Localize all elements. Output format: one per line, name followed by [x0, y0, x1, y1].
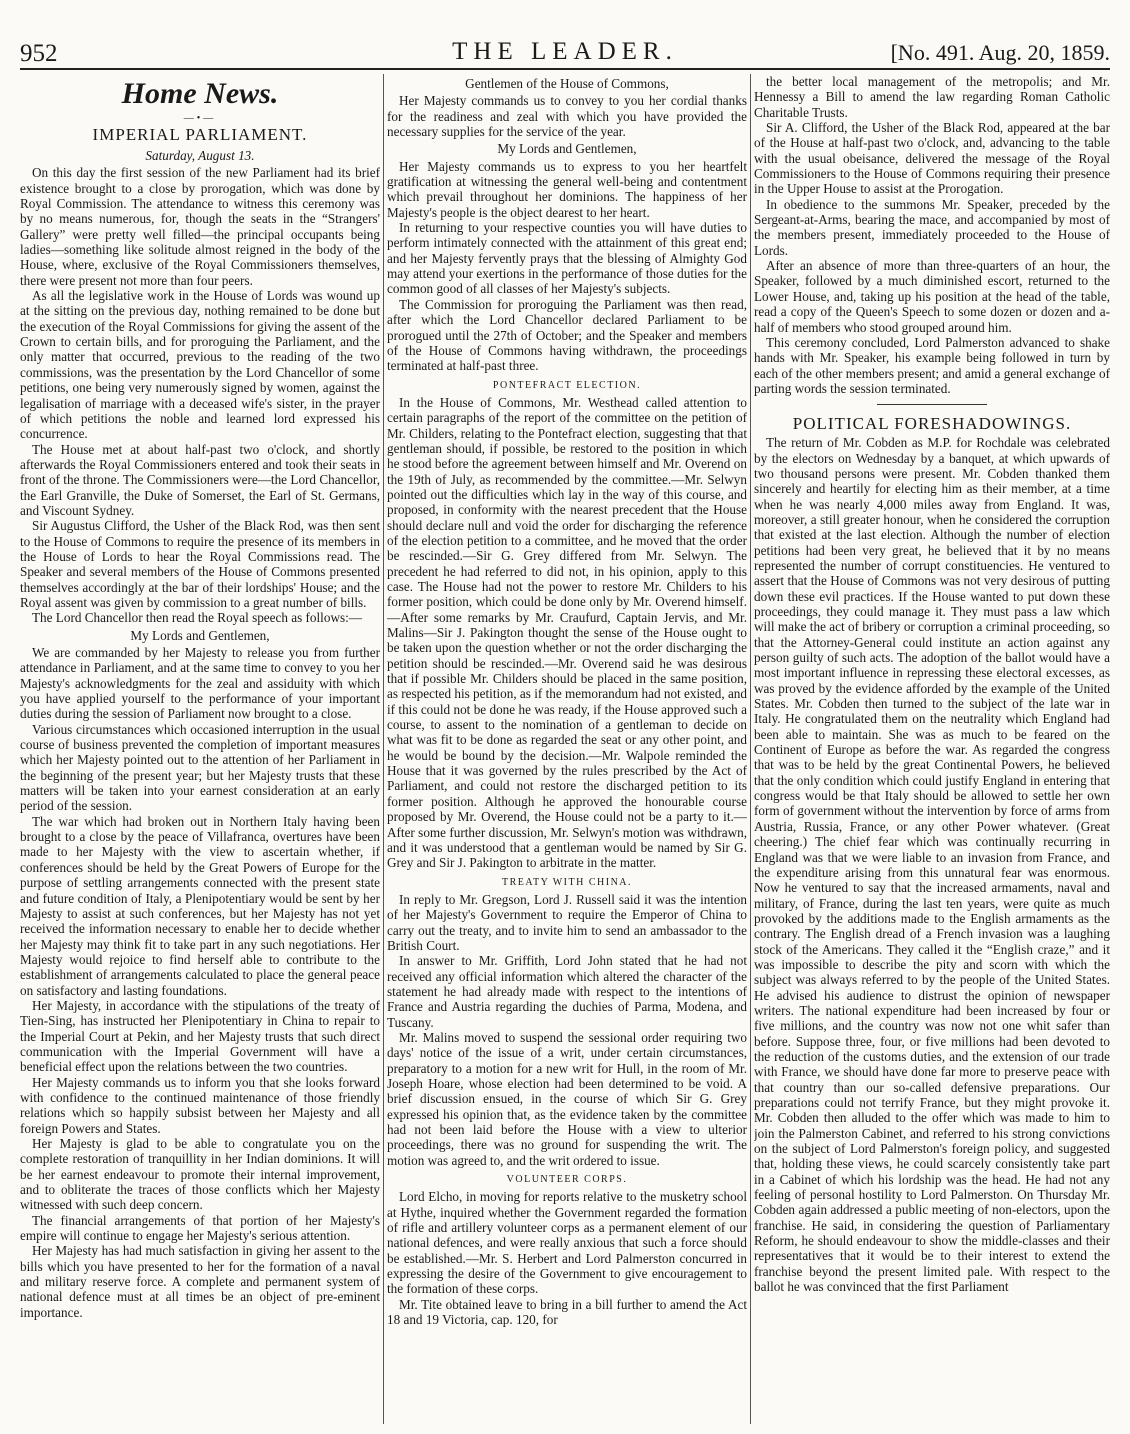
paragraph: In reply to Mr. Gregson, Lord J. Russell said it was the intention of her Majesty's Government to require the Emperor of China to carry out the treaty, and to invite him to send an ambassador to the British Court. — [387, 891, 747, 953]
paragraph: In the House of Commons, Mr. Westhead called attention to certain paragraphs of the report of the committee on the petition of Mr. Childers, relating to the Pontefract election, suggesting that that gentleman should, if possible, be restored to the position in which he stood before the agreement between himself and Mr. Overend on the 19th of July, as recommended by the committee.—Mr. Selwyn pointed out the difficulties which lay in the way of this course, and proposed, in conformity with the nearest precedent that the House should declare null and void the order for discharging the reference of the election petition to a committee, and he moved that the order be rescinded.—Sir G. Grey differed from Mr. Selwyn. The precedent he had referred to did not, in his opinion, apply to this case. The House had not the power to restore Mr. Childers to his former position, which could be done only by Mr. Overend himself.—After some remarks by Mr. Craufurd, Captain Jervis, and Mr. Malins—Sir J. Pakington thought the sense of the House ought to be taken upon the question whether or not the order discharging the petition should be rescinded.—Mr. Overend said he was desirous that if possible Mr. Childers should be placed in the same position, as respected his petition, as if the memorandum had not existed, and if this could not be done he was ready, if the House approved such a course, to assent to the nomination of a gentleman to decide on what was fit to be done as regarded the seat or any other point, and he would be bound by the decision.—Mr. Walpole reminded the House that it was governed by the rules prescribed by the Act of Parliament, and could not restore the discharged petition to its former position. Although he approved the honourable course proposed by Mr. Overend, the House could not be a party to it.—After some further discussion, Mr. Selwyn's motion was withdrawn, and it was understood that a gentleman would be named by Sir G. Grey and Sir J. Pakington to arbitrate in the matter. — [387, 394, 747, 871]
column-2 — [387, 74, 747, 1424]
paragraph: Sir A. Clifford, the Usher of the Black Rod, appeared at the bar of the House at half-past two o'clock, and, advancing to the table with the usual obeisance, delivered the message of the Royal Commissioners to the House of Commons requiring their presence in the Upper House to assist at the Prorogation. — [754, 120, 1110, 197]
paragraph: In answer to Mr. Griffith, Lord John stated that he had not received any official information which altered the character of the statement he had already made with respect to the intentions of France and Austria regarding the duchies of Parma, Modena, and Tuscany. — [387, 953, 747, 1030]
paragraph: Her Majesty is glad to be able to congratulate you on the complete restoration of tranquillity in her Indian dominions. It will be her earnest endeavour to promote their internal improvement, and to obliterate the traces of those conflicts which her Majesty witnessed with such deep concern. — [20, 1136, 380, 1213]
paragraph: Lord Elcho, in moving for reports relative to the musketry school at Hythe, inquired whether the Government regarded the formation of rifle and artillery volunteer corps as a permanent element of our national defences, and were really anxious that such a force should be established.—Mr. S. Herbert and Lord Palmerston concurred in expressing the desire of the Government to give encouragement to the formation of these corps. — [387, 1189, 747, 1297]
column-rule — [383, 74, 384, 1424]
salutation: My Lords and Gentlemen, — [130, 627, 270, 643]
paragraph: The Commission for proroguing the Parliament was then read, after which the Lord Chancellor declared Parliament to be prorogued until the 27th of October; and the Speaker and members of the House of Commons having withdrawn, the proceedings terminated at half-past three. — [387, 296, 747, 374]
salutation: My Lords and Gentlemen, — [497, 141, 637, 157]
paragraph: In obedience to the summons Mr. Speaker, preceded by the Sergeant-at-Arms, bearing the mace, and accompanied by most of the members present, immediately proceeded to the House of Lords. — [754, 196, 1110, 258]
paragraph: After an absence of more than three-quarters of an hour, the Speaker, followed by a much diminished escort, returned to the Lower House, and, taking up his position at the head of the table, read a copy of the Queen's Speech to some dozen or dozen and a-half of members who stood grouped around him. — [754, 258, 1110, 335]
divider — [877, 404, 987, 405]
dateline: Saturday, August 13. — [145, 148, 255, 163]
subheading: TREATY WITH CHINA. — [501, 876, 633, 888]
paragraph: Mr. Malins moved to suspend the sessional order requiring two days' notice of the issue of a writ, under certain circumstances, preparatory to a motion for a new writ for Hull, in the room of Mr. Joseph Hoare, whose election had been determined to be void. A brief discussion ensued, in the course of which Sir G. Grey expressed his opinion that, as the evidence taken by the committee had not been laid before the House with a view to ulterior proceedings, there was no ground for suspending the writ. The motion was agreed to, and the writ ordered to issue. — [387, 1029, 747, 1168]
paragraph: As all the legislative work in the House of Lords was wound up at the sitting on the previous day, nothing remained to be done but the execution of the Royal Commissions for giving the assent of the Crown to certain bills, and for proroguing the Parliament, and the only matter that occurred, previous to the reading of the two commissions, was the presentation by the Lord Chancellor of some petitions, one being very numerously signed by women, against the legalisation of marriage with a deceased wife's sister, in the prayer of which petitions the noble and learned lord expressed his concurrence. — [20, 288, 380, 442]
issue-info: [No. 491. Aug. 20, 1859. — [890, 40, 1110, 65]
column-rule — [750, 74, 751, 1424]
article-heading: IMPERIAL PARLIAMENT. — [92, 125, 308, 144]
paragraph: Her Majesty commands us to express to you her heartfelt gratification at witnessing the general well-being and contentment which prevail throughout her dominions. The happiness of her Majesty's people is the object dearest to her heart. — [387, 158, 747, 220]
section-title: Home News. — [121, 77, 279, 110]
article-heading: POLITICAL FORESHADOWINGS. — [792, 414, 1072, 434]
paragraph: Mr. Tite obtained leave to bring in a bill further to amend the Act 18 and 19 Victoria, cap. 120, for — [387, 1296, 747, 1328]
paragraph: The financial arrangements of that portion of her Majesty's empire will continue to engage her Majesty's serious attention. — [20, 1212, 380, 1244]
paragraph: On this day the first session of the new Parliament had its brief existence brought to a close by prorogation, which was done by Royal Commission. The attendance to witness this ceremony was by no means numerous, for, though the seats in the “Strangers' Gallery” were pretty well filled—the principal occupants being ladies—something like solitude almost reigned in the body of the House, where, exclusive of the Royal Commissioners themselves, there were present not more than four peers. — [20, 165, 380, 288]
salutation: Gentlemen of the House of Commons, — [465, 76, 669, 91]
paragraph: Her Majesty, in accordance with the stipulations of the treaty of Tien-Sing, has instructed her Plenipotentiary in China to repair to the Imperial Court at Pekin, and her Majesty trusts that such direct communication with the Imperial Government will have a beneficial effect upon the relations between the two countries. — [20, 997, 380, 1075]
page-number: 952 — [20, 40, 58, 67]
ornament: —•— — [183, 113, 217, 124]
paragraph: We are commanded by her Majesty to release you from further attendance in Parliament, and at the same time to convey to you her Majesty's acknowledgments for the zeal and assiduity with which you have applied yourself to the performance of your important duties during the session of Parliament now brought to a close. — [20, 645, 380, 722]
paragraph: Her Majesty commands us to convey to you her cordial thanks for the readiness and zeal with which you have provided the necessary supplies for the service of the year. — [387, 93, 747, 140]
paragraph: Sir Augustus Clifford, the Usher of the Black Rod, was then sent to the House of Commons to require the presence of its members in the House of Lords to hear the Royal Commissions read. The Speaker and several members of the House of Commons presented themselves accordingly at the bar of their lordships' House; and the Royal assent was given by commission to a great number of bills. — [20, 518, 380, 610]
paragraph: The House met at about half-past two o'clock, and shortly afterwards the Royal Commissioners entered and took their seats in front of the throne. The Commissioners were—the Lord Chancellor, the Earl Granville, the Duke of Somerset, the Earl of St. Germans, and Viscount Sydney. — [20, 441, 380, 518]
paragraph: The Lord Chancellor then read the Royal speech as follows:— — [32, 610, 362, 626]
paragraph: The return of Mr. Cobden as M.P. for Rochdale was celebrated by the electors on Wednesday by a banquet, at which upwards of two thousand persons were present. Mr. Cobden thanked them sincerely and heartily for electing him as their member, at a time when he was nearly 4,000 miles away from England. It was, moreover, a still greater honour, when he considered the corruption that existed at the last election. Although the number of election petitions had been very great, he believed that it by no means represented the number of corrupt constituencies. He ventured to assert that the House of Commons was not very desirous of putting down these evil practices. If the House wanted to put down these proceedings, they could manage it. They must pass a law which will make the act of bribery or corruption a criminal proceeding, so that the Attorney-General could institute an action against any person guilty of such acts. The adoption of the ballot would have a most important influence in repressing these electoral excesses, as was proved by the evidence afforded by the example of the United States. Mr. Cobden then turned to the subject of the late war in Italy. He congratulated them on the neutrality which England had been able to maintain. She was as much to be feared on the Continent of Europe as before the war. As regarded the congress that was to be held by the great Continental Powers, he believed that the only condition which could justify England in entering that congress would be that Italy should be allowed to settle her own form of government without the intervention by force of arms from Austria, Russia, France, or any other Power whatever. (Great cheering.) The chief fear which was continually recurring in England was that we were liable to an invasion from France, and the expenditure arising from this unnatural fear was enormous. Now he ventured to say that the increased armaments, naval and military, of France, during the last ten years, were quite as much provoked by the additions made to the English armaments as the contrary. The English dread of a French invasion was a laughing stock of the Americans. They called it the “English craze,” and it was impossible to describe the pity and scorn with which the subject was always referred to by the people of the United States. He advised his audience to distrust the opinion of newspaper writers. The national expenditure had been increased by four or five millions, and the country was now not one whit safer than before. Suppose three, four, or five millions had been devoted to the reduction of the customs duties, and the extension of our trade with France, we should have done far more to preserve peace with that country than our so-called defensive preparations. Our preparations could not terrify France, but they might provoke it. Mr. Cobden then alluded to the offer which was made to him to join the Palmerston Cabinet, and referred to his strong convictions on the subject of Lord Palmerston's foreign policy, and suggested that, holding these views, he could scarcely consistently take part in a Cabinet of which his lordship was the head. He had not any feeling of personal hostility to Lord Palmerston. On Thursday Mr. Cobden again addressed a public meeting of non-electors, upon the franchise. He said, in considering the question of Parliamentary Reform, he should endeavour to show the middle-classes and their representatives that it would be to their interest to extend the franchise beyond the present limited pale. With respect to the ballot he was convinced that the first Parliament — [754, 435, 1110, 1295]
paragraph: Various circumstances which occasioned interruption in the usual course of business prevented the completion of important measures which her Majesty pointed out to the attention of her Parliament in the beginning of the present year; but her Majesty trusts that these matters will be taken into your earnest consideration at an early period of the session. — [20, 721, 380, 814]
column-3 — [754, 74, 1110, 1424]
subheading: PONTEFRACT ELECTION. — [492, 379, 642, 391]
column-1 — [20, 74, 380, 1424]
paragraph: This ceremony concluded, Lord Palmerston advanced to shake hands with Mr. Speaker, his example being followed in turn by each of the other members present; and amid a general exchange of parting words the session terminated. — [754, 334, 1110, 396]
subheading: VOLUNTEER CORPS. — [506, 1174, 628, 1186]
masthead — [20, 34, 1110, 70]
paragraph: Her Majesty has had much satisfaction in giving her assent to the bills which you have presented to her for the formation of a naval and military reserve force. A complete and permanent system of national defence must at all times be an object of pre-eminent importance. — [20, 1243, 380, 1320]
paragraph: The war which had broken out in Northern Italy having been brought to a close by the peace of Villafranca, overtures have been made to her Majesty with the view to ascertain whether, if conferences should be held by the Great Powers of Europe for the purpose of settling arrangements connected with the present state and future condition of Italy, a Plenipotentiary would be sent by her Majesty to assist at such conferences, but her Majesty has not yet received the information necessary to enable her to decide whether her Majesty may think fit to take part in any such negotiations. Her Majesty would rejoice to find herself able to contribute to the establishment of arrangements calculated to place the general peace on satisfactory and lasting foundations. — [20, 813, 380, 998]
newspaper-title: THE LEADER. — [452, 38, 678, 65]
paragraph: In returning to your respective counties you will have duties to perform intimately connected with the attainment of this great end; and her Majesty fervently prays that the blessing of Almighty God may attend your exertions in the performance of those duties for the common good of all classes of her Majesty's subjects. — [387, 220, 747, 297]
paragraph: Her Majesty commands us to inform you that she looks forward with confidence to the continued maintenance of those friendly relations which so happily subsist between her Majesty and all foreign Powers and States. — [20, 1074, 380, 1136]
paragraph: the better local management of the metropolis; and Mr. Hennessy a Bill to amend the law regarding Roman Catholic Charitable Trusts. — [754, 74, 1110, 120]
